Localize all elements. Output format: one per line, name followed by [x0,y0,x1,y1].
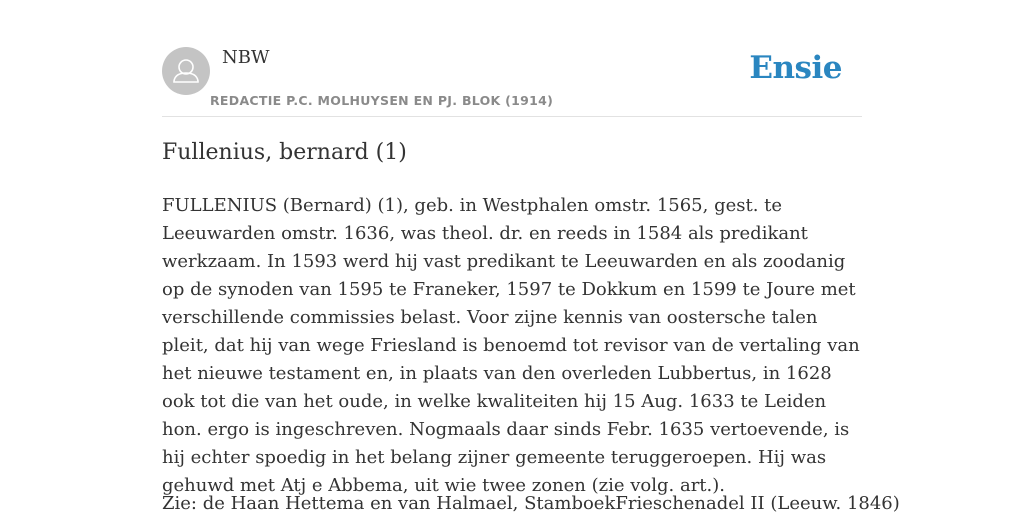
source-credit: REDACTIE P.C. MOLHUYSEN EN PJ. BLOK (1914) [210,93,554,108]
article-body: FULLENIUS (Bernard) (1), geb. in Westphalen omstr. 1565, gest. te Leeuwarden omstr. 1636, was theol. dr. en reeds in 1584 als predikant werkzaam. In 1593 werd hij vast predikant te Leeuwarden en als zoodanig op de synoden van 1595 te Franeker, 1597 te Dokkum en 1599 te Joure met verschillende commissies belast. Voor zijne kennis van oostersche talen pleit, dat hij van wege Friesland is benoemd tot revisor van de vertaling van het nieuwe testament en, in plaats van den overleden Lubbertus, in 1628 ook tot die van het oude, in welke kwaliteiten hij 15 Aug. 1633 te Leiden hon. ergo is ingeschreven. Nogmaals daar sinds Febr. 1635 vertoevende, is hij echter spoedig in het belang zijner gemeente teruggeroepen. Hij was gehuwd met Atj e Abbema, uit wie twee zonen (zie volg. art.). [162,195,860,496]
page-title: Fullenius, bernard (1) [162,140,407,165]
user-icon[interactable] [162,47,210,95]
article-header [162,46,862,117]
author-name[interactable]: NBW [222,47,270,68]
reference-text: Zie: de Haan Hettema en van Halmael, StamboekFrieschenadel II (Leeuw. 1846) [162,493,900,512]
ensie-logo[interactable]: Ensie [749,50,842,86]
